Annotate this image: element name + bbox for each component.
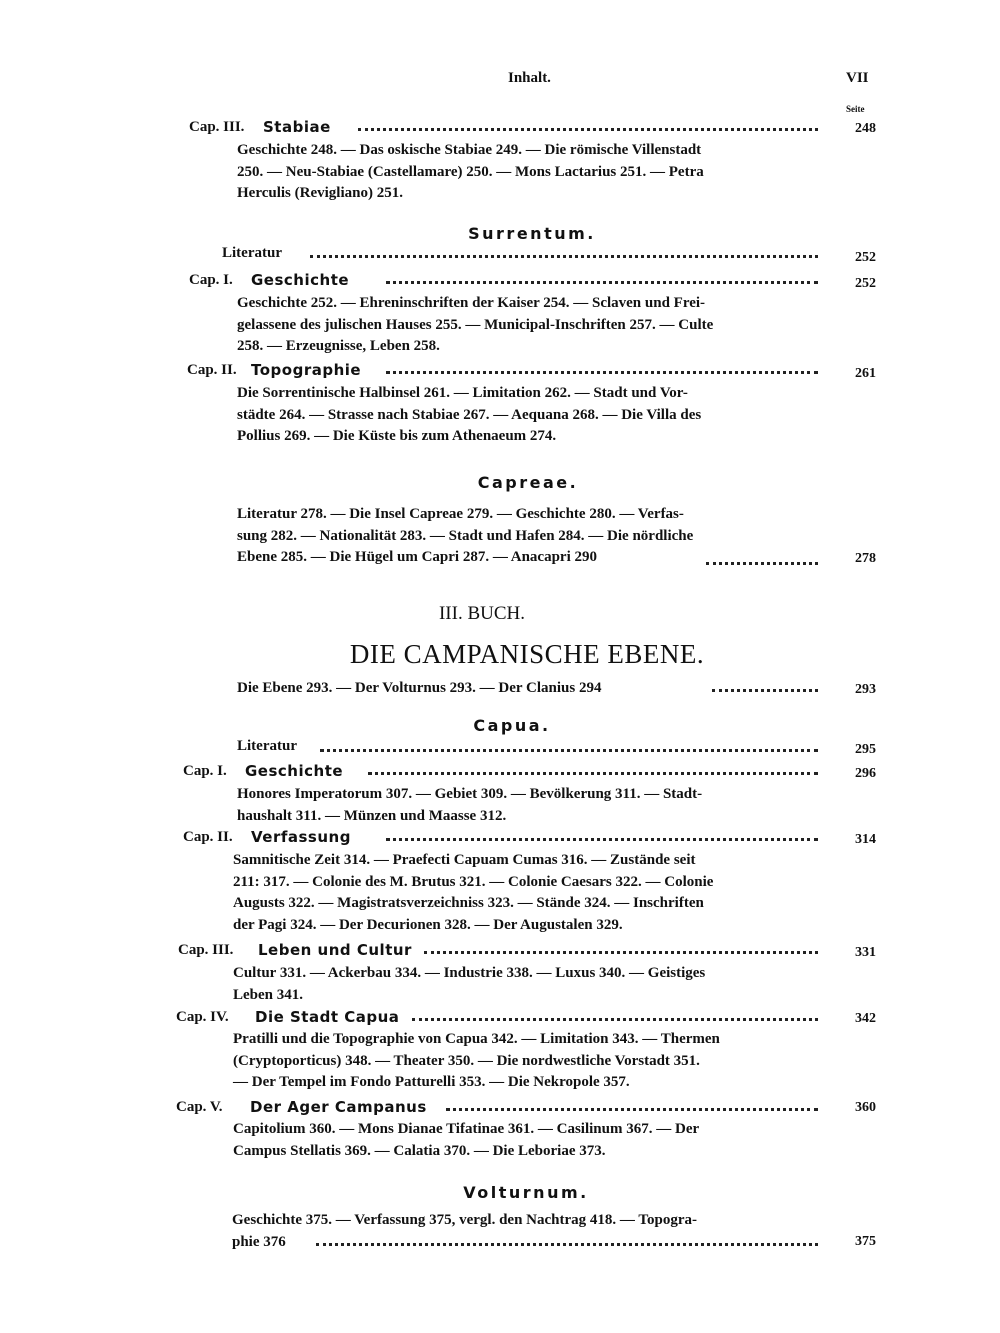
capua-cap5-title: Der Ager Campanus <box>250 1098 427 1116</box>
capua-cap1-label: Cap. I. <box>183 763 227 779</box>
capua-cap2-page: 314 <box>855 832 876 847</box>
contents-line: Pollius 269. — Die Küste bis zum Athenaeum 274. <box>237 428 557 444</box>
volturnum-contents <box>232 1210 697 1253</box>
contents-line: Herculis (Revigliano) 251. <box>237 185 403 201</box>
stabiae-page: 248 <box>855 121 876 136</box>
capua-cap3-label: Cap. III. <box>178 942 234 958</box>
capua-cap3-title: Leben und Cultur <box>258 941 412 959</box>
book-intro-line: Die Ebene 293. — Der Volturnus 293. — Der Clanius 294 <box>237 680 602 696</box>
capua-cap2-label: Cap. II. <box>183 829 233 845</box>
surrentum-cap2-label: Cap. II. <box>187 362 237 378</box>
dot-leader <box>320 749 818 752</box>
capreae-page: 278 <box>855 551 876 566</box>
contents-line: haushalt 311. — Münzen und Maasse 312. <box>237 807 507 824</box>
dot-leader <box>316 1243 818 1246</box>
capua-cap4-label: Cap. IV. <box>176 1009 229 1025</box>
capua-cap5-contents <box>233 1119 699 1162</box>
dot-leader <box>712 689 818 692</box>
running-head-title: Inhalt. <box>508 70 551 86</box>
contents-line: der Pagi 324. — Der Decurionen 328. — Der Augustalen 329. <box>233 916 623 933</box>
dot-leader <box>386 281 818 284</box>
capua-cap3-page: 331 <box>855 945 876 960</box>
surrentum-cap1-page: 252 <box>855 276 876 291</box>
contents-line: Literatur 278. — Die Insel Capreae 279. — Geschichte 280. — Verfas- <box>237 506 684 522</box>
contents-line: Ebene 285. — Die Hügel um Capri 287. — Anacapri 290 <box>237 549 598 565</box>
volturnum-page: 375 <box>855 1234 876 1249</box>
section-heading-capreae: Capreae. <box>477 473 579 492</box>
surrentum-cap1-label: Cap. I. <box>189 272 233 288</box>
contents-line: 211: 317. — Colonie des M. Brutus 321. — Colonie Caesars 322. — Colonie <box>233 873 714 890</box>
stabiae-cap-label: Cap. III. <box>189 119 245 135</box>
book-number: III. BUCH. <box>438 603 526 624</box>
contents-line: Geschichte 248. — Das oskische Stabiae 249. — Die römische Villenstadt <box>237 142 702 158</box>
capua-cap5-label: Cap. V. <box>176 1099 223 1115</box>
seite-label: Seite <box>846 104 865 114</box>
stabiae-cap-title: Stabiae <box>263 118 331 136</box>
book-title: DIE CAMPANISCHE EBENE. <box>349 639 705 669</box>
surrentum-cap1-title: Geschichte <box>251 271 350 289</box>
surrentum-literatur-page: 252 <box>855 250 876 265</box>
contents-line: Samnitische Zeit 314. — Praefecti Capuam Cumas 316. — Zustände seit <box>233 852 696 868</box>
contents-line: 250. — Neu-Stabiae (Castellamare) 250. — Mons Lactarius 251. — Petra <box>237 163 704 180</box>
capreae-contents <box>237 504 693 569</box>
capua-cap1-title: Geschichte <box>245 762 344 780</box>
capua-cap5-page: 360 <box>855 1100 876 1115</box>
dot-leader <box>386 838 818 841</box>
dot-leader <box>368 772 818 775</box>
section-heading-volturnum: Volturnum. <box>463 1183 589 1202</box>
contents-line: Capitolium 360. — Mons Dianae Tifatinae 361. — Casilinum 367. — Der <box>233 1121 700 1137</box>
surrentum-literatur-label: Literatur <box>222 245 282 261</box>
dot-leader <box>446 1108 818 1111</box>
contents-line: 258. — Erzeugnisse, Leben 258. <box>237 338 440 354</box>
capua-cap4-title: Die Stadt Capua <box>255 1008 400 1026</box>
contents-line: Pratilli und die Topographie von Capua 342. — Limitation 343. — Thermen <box>233 1031 720 1047</box>
dot-leader <box>386 371 818 374</box>
surrentum-cap1-contents <box>237 293 713 358</box>
stabiae-contents <box>237 140 704 205</box>
running-head-page-number: VII <box>846 70 869 86</box>
contents-line: sung 282. — Nationalität 283. — Stadt und Hafen 284. — Die nördliche <box>237 527 694 544</box>
contents-line: gelassene des julischen Hauses 255. — Municipal-Inschriften 257. — Culte <box>237 316 714 333</box>
contents-line: städte 264. — Strasse nach Stabiae 267. — Aequana 268. — Die Villa des <box>237 406 702 423</box>
surrentum-cap2-page: 261 <box>855 366 876 381</box>
book-intro-page: 293 <box>855 682 876 697</box>
dot-leader <box>358 128 818 131</box>
capua-literatur-page: 295 <box>855 742 876 757</box>
capua-cap1-page: 296 <box>855 766 876 781</box>
contents-line: Augusts 322. — Magistratsverzeichniss 323. — Stände 324. — Inschriften <box>233 895 704 911</box>
surrentum-cap2-title: Topographie <box>251 361 362 379</box>
section-heading-capua: Capua. <box>473 716 551 735</box>
contents-line: Die Sorrentinische Halbinsel 261. — Limitation 262. — Stadt und Vor- <box>237 385 688 401</box>
capua-cap2-contents <box>233 850 713 936</box>
capua-literatur-label: Literatur <box>237 738 297 754</box>
capua-cap2-title: Verfassung <box>251 828 351 846</box>
contents-line: Campus Stellatis 369. — Calatia 370. — Die Leboriae 373. <box>233 1142 606 1159</box>
dot-leader <box>412 1018 818 1021</box>
capua-cap1-contents <box>237 784 702 827</box>
dot-leader <box>310 255 818 258</box>
dot-leader <box>706 562 818 565</box>
capua-cap3-contents <box>233 963 705 1006</box>
contents-line: Honores Imperatorum 307. — Gebiet 309. — Bevölkerung 311. — Stadt- <box>237 786 703 802</box>
contents-line: Leben 341. <box>233 986 304 1003</box>
surrentum-cap2-contents <box>237 383 701 448</box>
contents-line: — Der Tempel im Fondo Patturelli 353. — Die Nekropole 357. <box>233 1074 630 1090</box>
contents-line: Cultur 331. — Ackerbau 334. — Industrie 338. — Luxus 340. — Geistiges <box>233 965 706 981</box>
capua-cap4-page: 342 <box>855 1011 876 1026</box>
contents-line: Geschichte 252. — Ehreninschriften der Kaiser 254. — Sclaven und Frei- <box>237 295 706 311</box>
dot-leader <box>424 951 818 954</box>
contents-line: phie 376 <box>232 1233 286 1250</box>
capua-cap4-contents <box>233 1029 720 1094</box>
contents-line: Geschichte 375. — Verfassung 375, vergl. den Nachtrag 418. — Topogra- <box>232 1212 697 1228</box>
section-heading-surrentum: Surrentum. <box>468 224 596 243</box>
contents-line: (Cryptoporticus) 348. — Theater 350. — Die nordwestliche Vorstadt 351. <box>233 1052 700 1069</box>
